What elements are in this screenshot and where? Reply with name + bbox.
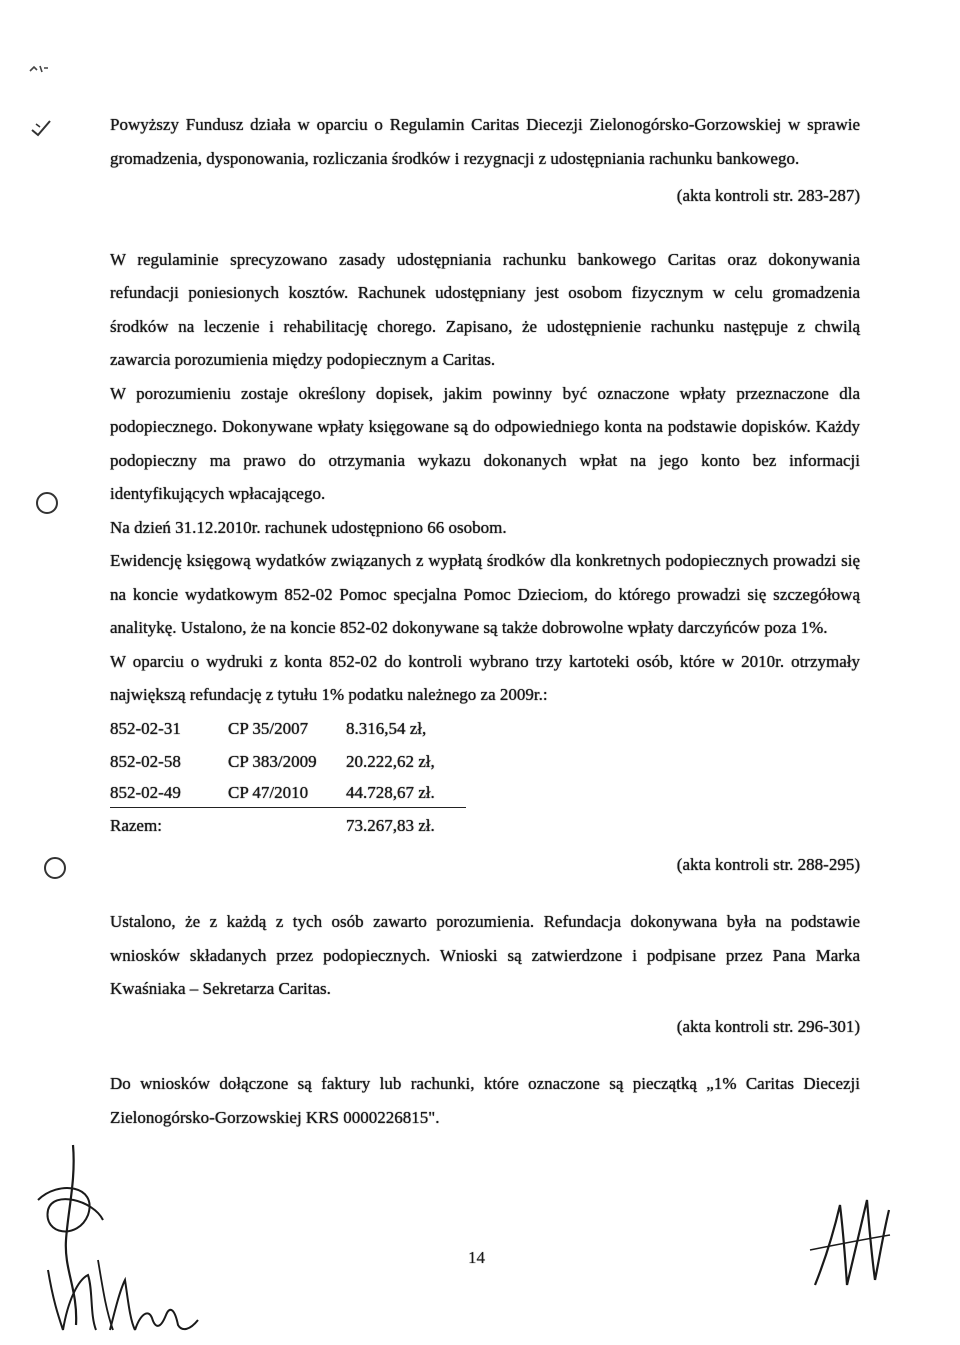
punch-hole-lower (44, 857, 66, 879)
scan-mark-top (28, 62, 50, 76)
account-number: 852-02-58 (110, 752, 181, 771)
sum-row (110, 807, 466, 844)
amount: 8.316,54 zł, (346, 718, 427, 738)
file-number: CP 383/2009 (228, 752, 317, 771)
signature-right-icon (805, 1190, 895, 1300)
table-row (110, 712, 466, 746)
amount: 20.222,62 zł, (346, 752, 435, 771)
sum-label: Razem: (110, 815, 162, 835)
reference-1: (akta kontroli str. 283-287) (676, 186, 860, 205)
paragraph-account-count: Na dzień 31.12.2010r. rachunek udostępniono 66 osobom. (110, 517, 507, 537)
accounts-table (110, 712, 466, 844)
account-number: 852-02-49 (110, 779, 228, 808)
paragraph-selection: W oparciu o wydruki z konta 852-02 do kontroli wybrano trzy kartoteki osób, które w 2010r. otrzymały największą refundację z tytułu 1% podatku należnego za 2009r.: (110, 651, 860, 704)
table-row (110, 779, 466, 808)
sum-value: 73.267,83 zł. (346, 815, 435, 835)
paragraph-accounting: Ewidencję księgową wydatków związanych z wypłatą środków dla konkretnych podopiecznych prowadzi się na koncie wydatkowym 852-02 Pomoc specjalna Pomoc Dzieciom, do którego prowadzi się szczegółową analitykę. Ustalono, że na koncie 852-02 dokonywane są także dobrowolne wpłaty darczyńców poza 1%. (110, 551, 860, 637)
scan-mark-check (30, 118, 54, 138)
file-number: CP 47/2010 (228, 779, 346, 808)
account-number: 852-02-31 (110, 718, 181, 738)
amount: 44.728,67 zł. (346, 779, 466, 808)
paragraph-fund-regulation: Powyższy Fundusz działa w oparciu o Regulamin Caritas Diecezji Zielonogórsko-Gorzowskiej w sprawie gromadzenia, dysponowania, rozliczania środków i rezygnacji z udostępniania rachunku bankowego. (110, 115, 860, 168)
document-body (110, 108, 860, 1134)
signature-middle-icon (100, 1270, 210, 1340)
punch-hole-upper (36, 492, 58, 514)
paragraph-findings: Ustalono, że z każdą z tych osób zawarto porozumienia. Refundacja dokonywana była na podstawie wniosków składanych przez podopiecznych. Wnioski są zatwierdzone i podpisane przez Pana Marka Kwaśniaka – Sekretarza Caritas. (110, 912, 860, 998)
reference-2: (akta kontroli str. 288-295) (676, 854, 860, 874)
file-number: CP 35/2007 (228, 718, 309, 738)
paragraph-account-rules: W regulaminie sprecyzowano zasady udostępniania rachunku bankowego Caritas oraz dokonywania refundacji poniesionych kosztów. Rachunek udostępniany jest osobom fizycznym w celu gromadzenia środków na leczenie i rehabilitację chorego. Zapisano, że udostępnienie rachunku następuje z chwilą zawarcia porozumienia między podopiecznym a Caritas. (110, 249, 860, 369)
table-row (110, 745, 466, 779)
paragraph-agreement: W porozumieniu zostaje określony dopisek, jakim powinny być oznaczone wpłaty przeznaczone dla podopiecznego. Dokonywane wpłaty księgowane są do odpowiedniego konta na podstawie dopisków. Każdy podopieczny ma prawo do otrzymania wykazu dokonanych wpłat na jego konto bez informacji identyfikujących wpłacającego. (110, 383, 860, 503)
reference-3: (akta kontroli str. 296-301) (676, 1016, 860, 1036)
paragraph-invoices: Do wniosków dołączone są faktury lub rachunki, które oznaczone są pieczątką „1% Caritas Diecezji Zielonogórsko-Gorzowskiej KRS 0000226815". (110, 1074, 860, 1127)
page-number: 14 (468, 1248, 485, 1267)
